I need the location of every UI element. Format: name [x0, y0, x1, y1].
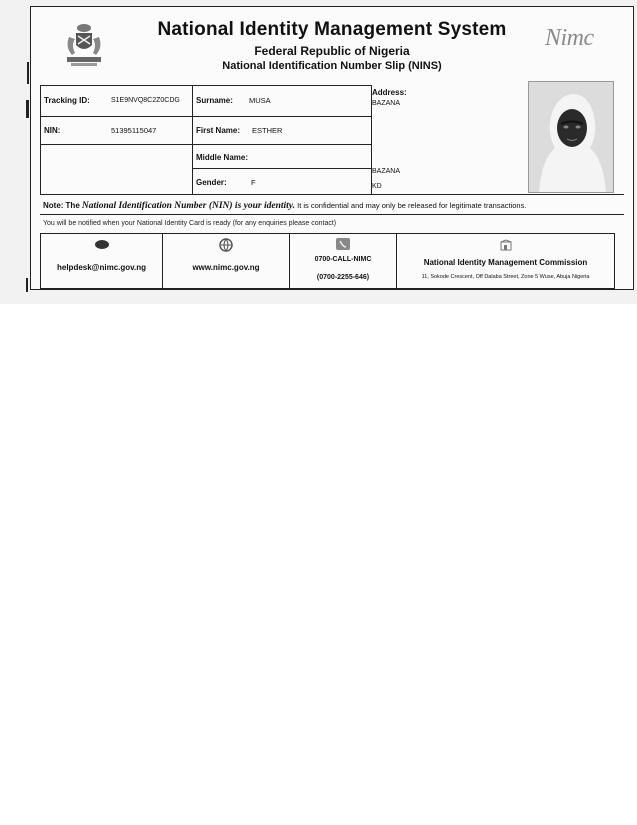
address-cell [371, 85, 524, 195]
middlename-cell [192, 144, 372, 169]
scan-mark [26, 278, 28, 292]
footer-phone-cell [289, 233, 397, 289]
footer-website-cell [162, 233, 290, 289]
tracking-label: Tracking ID: [44, 96, 90, 105]
address-line2: BAZANA [372, 168, 401, 175]
firstname-label: First Name: [196, 126, 241, 135]
nin-cell [40, 116, 193, 145]
note-emphasis: National Identification Number (NIN) is your identity. [81, 201, 296, 211]
nin-slip [30, 6, 634, 290]
scan-mark [26, 100, 29, 118]
surname-label: Surname: [196, 96, 233, 105]
address-line1: BAZANA [372, 100, 401, 107]
empty-cell [40, 144, 193, 195]
surname-cell [192, 85, 372, 117]
phone-icon [336, 238, 350, 250]
nimc-logo: Nimc [545, 25, 594, 51]
divider [40, 194, 624, 195]
tracking-value: S1E9NVQ8C2Z0CDG [111, 97, 180, 104]
building-icon [500, 239, 512, 251]
note-prefix: Note: [43, 201, 64, 210]
footer-email-cell [40, 233, 163, 289]
surname-value: MUSA [249, 96, 271, 105]
firstname-value: ESTHER [252, 126, 283, 135]
scan-mark [27, 62, 29, 84]
envelope-icon [95, 240, 109, 249]
note-rest: It is confidential and may only be released for legitimate transactions. [297, 201, 527, 210]
middlename-label: Middle Name: [196, 153, 249, 162]
divider [40, 214, 624, 215]
footer-org: National Identity Management Commission [423, 258, 588, 267]
tracking-cell [40, 85, 193, 117]
globe-icon [219, 238, 233, 252]
gender-value: F [251, 178, 256, 187]
notify-line: You will be notified when your National Identity Card is ready (for any enquiries please contact) [43, 220, 337, 227]
note-the: The [65, 201, 80, 210]
nin-value: 51395115047 [111, 126, 157, 135]
person-photo-icon [529, 82, 614, 193]
slip-title: National Identification Number Slip (NINS) [222, 60, 442, 72]
footer-phone1: 0700-CALL-NIMC [314, 256, 372, 263]
footer-org-address: 11, Sokode Crescent, Off Dalaba Street, Zone 5 Wuse, Abuja Nigeria [421, 274, 590, 280]
passport-photo [528, 81, 614, 193]
footer-org-cell [396, 233, 615, 289]
slip-header [31, 7, 633, 85]
firstname-cell [192, 116, 372, 145]
page-title: National Identity Management System [157, 19, 507, 40]
address-line3: KD [372, 183, 382, 190]
footer-website[interactable]: www.nimc.gov.ng [192, 263, 260, 272]
address-label: Address: [372, 88, 407, 97]
footer-phone2: (0700-2255-646) [316, 274, 370, 281]
note-line [43, 201, 526, 211]
gender-label: Gender: [196, 178, 227, 187]
country-subtitle: Federal Republic of Nigeria [254, 44, 410, 58]
nin-label: NIN: [44, 126, 61, 135]
footer-email[interactable]: helpdesk@nimc.gov.ng [57, 263, 146, 272]
gender-cell [192, 168, 372, 195]
